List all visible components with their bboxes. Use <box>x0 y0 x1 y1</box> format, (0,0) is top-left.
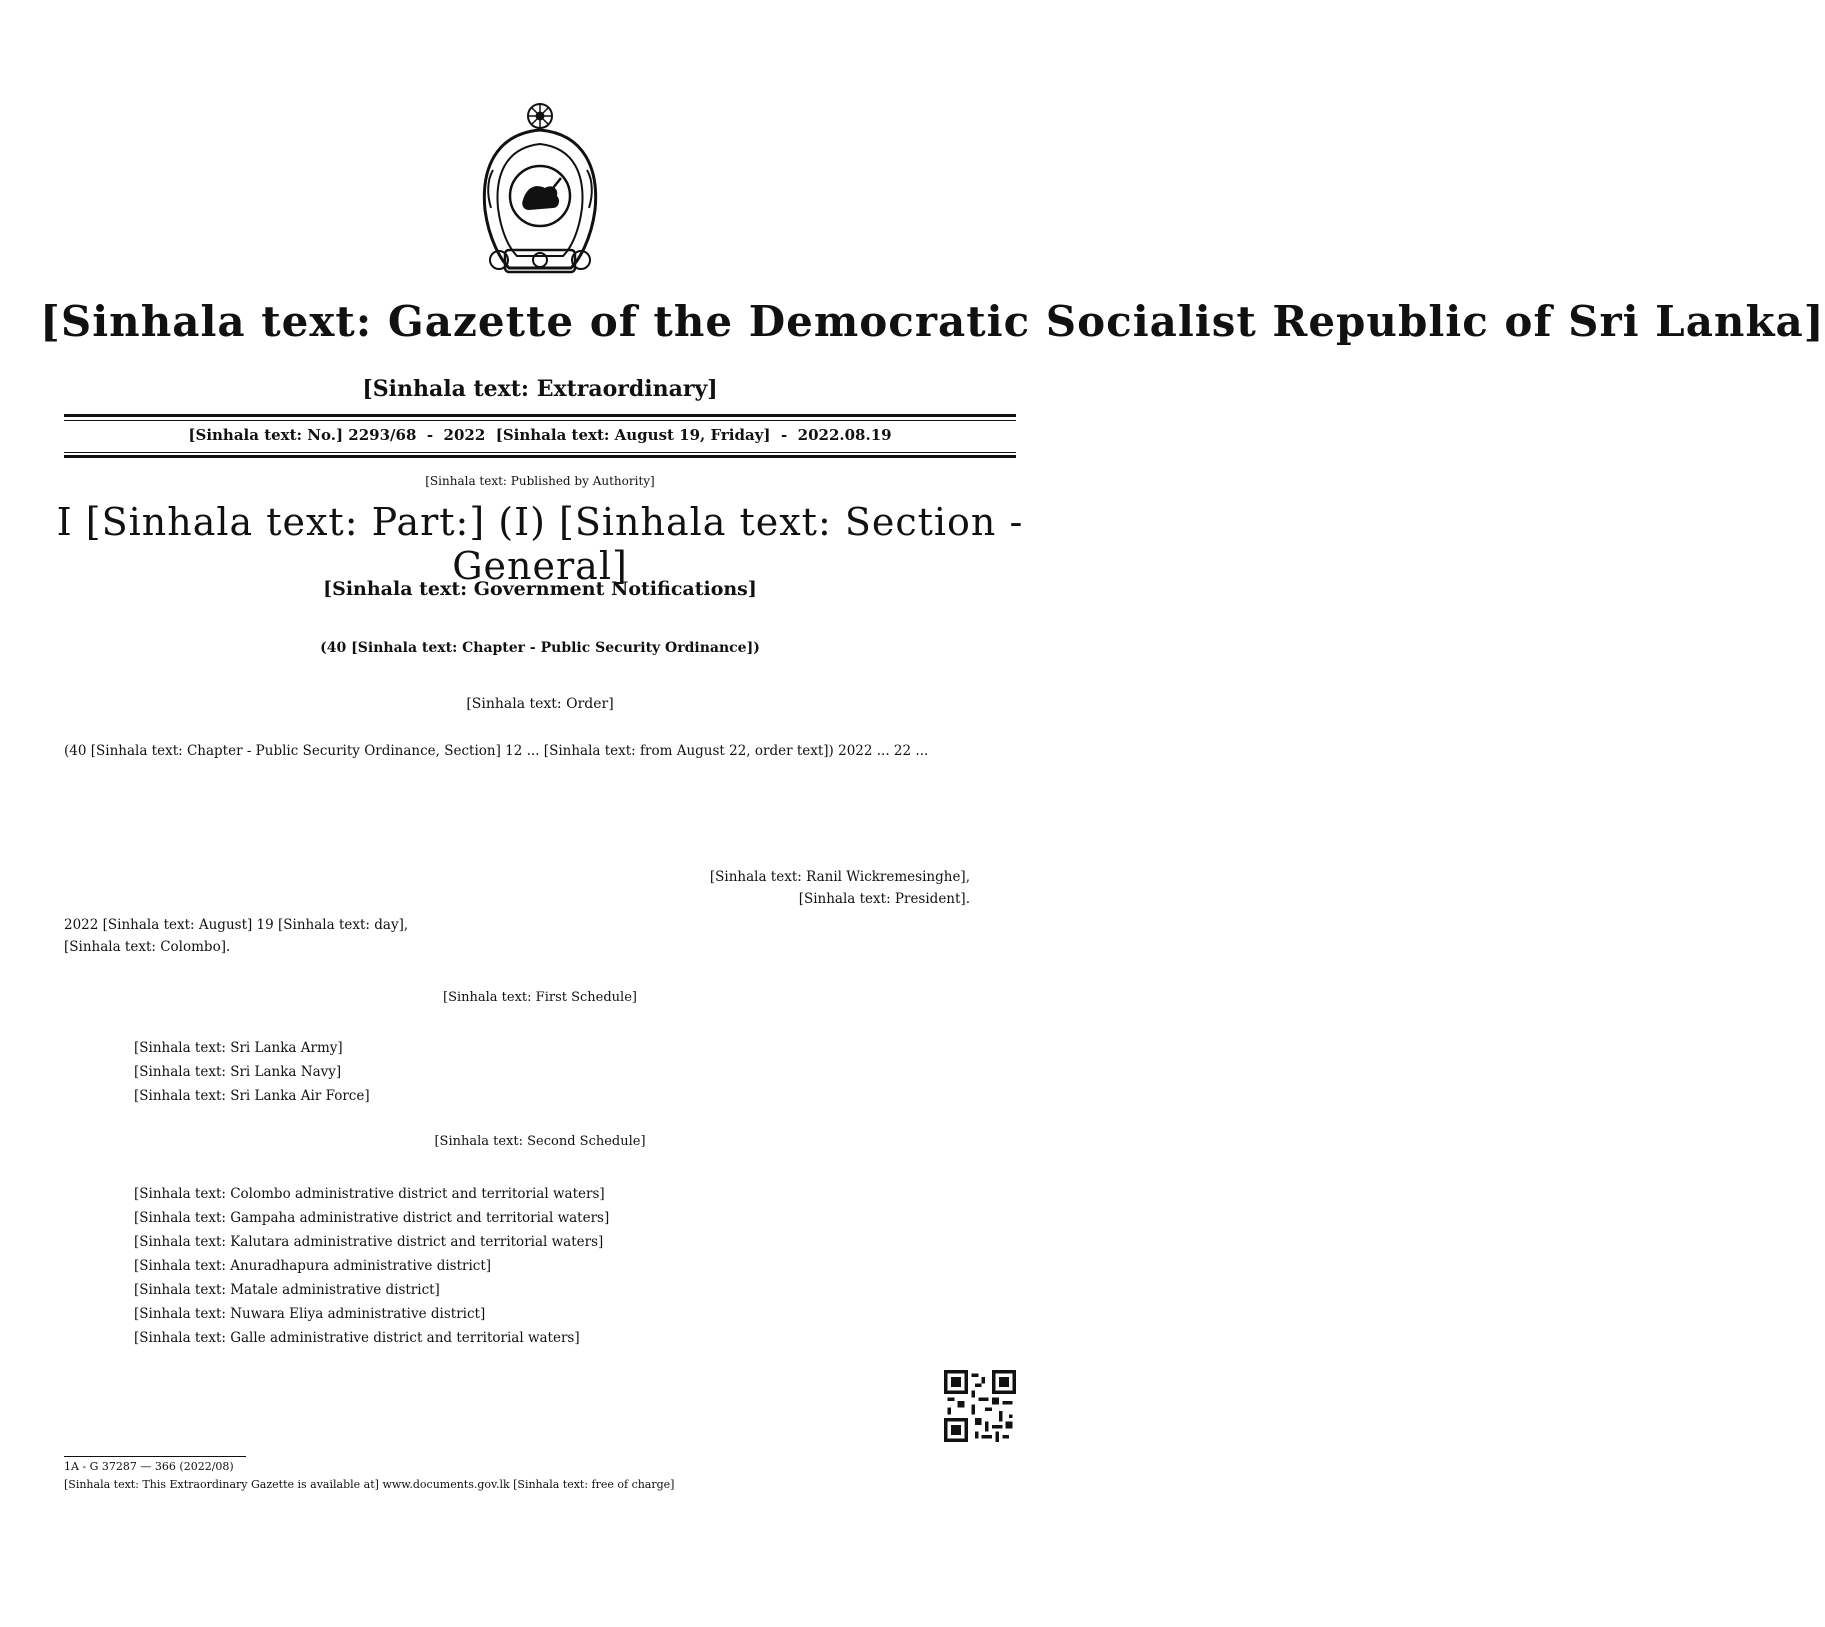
notices-heading: [Sinhala text: Government Notifications] <box>323 578 757 600</box>
issue-number: [Sinhala text: No.] 2293/68 <box>188 426 417 444</box>
part-heading: I [Sinhala text: Part:] (I) [Sinhala text: Section - General] <box>56 500 1024 588</box>
signature-block <box>710 866 970 910</box>
list-item: [Sinhala text: Gampaha administrative district and territorial waters] <box>134 1210 610 1226</box>
issue-year: 2022 <box>443 426 486 444</box>
schedule-1-title: [Sinhala text: First Schedule] <box>443 990 637 1005</box>
footer-code: 1A - G 37287 — 366 (2022/08) <box>64 1460 234 1473</box>
signature-title: [Sinhala text: President]. <box>798 891 970 907</box>
footer-web-suffix: [Sinhala text: free of charge] <box>513 1478 675 1491</box>
list-item: [Sinhala text: Matale administrative district] <box>134 1282 440 1298</box>
ordinance-line: (40 [Sinhala text: Chapter - Public Security Ordinance]) <box>320 640 760 656</box>
header-rule-bottom <box>64 455 1016 458</box>
schedule-2-list <box>134 1182 609 1350</box>
gazette-subtitle: [Sinhala text: Extraordinary] <box>362 376 718 402</box>
list-item: [Sinhala text: Sri Lanka Army] <box>134 1040 343 1056</box>
signature-name: [Sinhala text: Ranil Wickremesinghe], <box>709 869 970 885</box>
issue-date-numeric: 2022.08.19 <box>797 426 892 444</box>
list-item: [Sinhala text: Colombo administrative district and territorial waters] <box>134 1186 605 1202</box>
footer-web-line <box>64 1478 674 1491</box>
list-item: [Sinhala text: Anuradhapura administrative district] <box>134 1258 492 1274</box>
regulation-heading: [Sinhala text: Order] <box>466 696 614 712</box>
list-item: [Sinhala text: Sri Lanka Navy] <box>134 1064 342 1080</box>
list-item: [Sinhala text: Galle administrative district and territorial waters] <box>134 1330 580 1346</box>
header-rule-top-thin <box>64 420 1016 421</box>
order-body-text: (40 [Sinhala text: Chapter - Public Security Ordinance, Section] 12 ... [Sinhala text: from August 22, order text]) 2022 ... 22 ... <box>64 743 929 759</box>
gazette-title: [Sinhala text: Gazette of the Democratic Socialist Republic of Sri Lanka] <box>40 297 1825 346</box>
header-rule-top <box>64 414 1016 417</box>
footer-web-prefix: [Sinhala text: This Extraordinary Gazette is available at] <box>64 1478 379 1491</box>
header-rule-bottom-thin <box>64 452 1016 453</box>
footer-web-link[interactable]: www.documents.gov.lk <box>382 1478 510 1491</box>
footer-rule <box>64 1456 246 1457</box>
issue-line: [Sinhala text: No.] 2293/68 - 2022 [Sinhala text: August 19, Friday] - 2022.08.19 <box>188 426 892 444</box>
list-item: [Sinhala text: Nuwara Eliya administrative district] <box>134 1306 486 1322</box>
qr-code-icon[interactable] <box>944 1370 1016 1442</box>
signing-date: 2022 [Sinhala text: August] 19 [Sinhala text: day], <box>64 917 409 933</box>
list-item: [Sinhala text: Sri Lanka Air Force] <box>134 1088 370 1104</box>
issue-date-text: [Sinhala text: August 19, Friday] <box>495 426 771 444</box>
schedule-1-list <box>134 1036 370 1108</box>
schedule-2-title: [Sinhala text: Second Schedule] <box>434 1134 646 1149</box>
list-item: [Sinhala text: Kalutara administrative district and territorial waters] <box>134 1234 604 1250</box>
authority-line: [Sinhala text: Published by Authority] <box>425 474 655 488</box>
signing-place: [Sinhala text: Colombo]. <box>64 939 231 955</box>
date-place-block <box>64 914 408 958</box>
national-emblem-icon <box>475 100 605 282</box>
